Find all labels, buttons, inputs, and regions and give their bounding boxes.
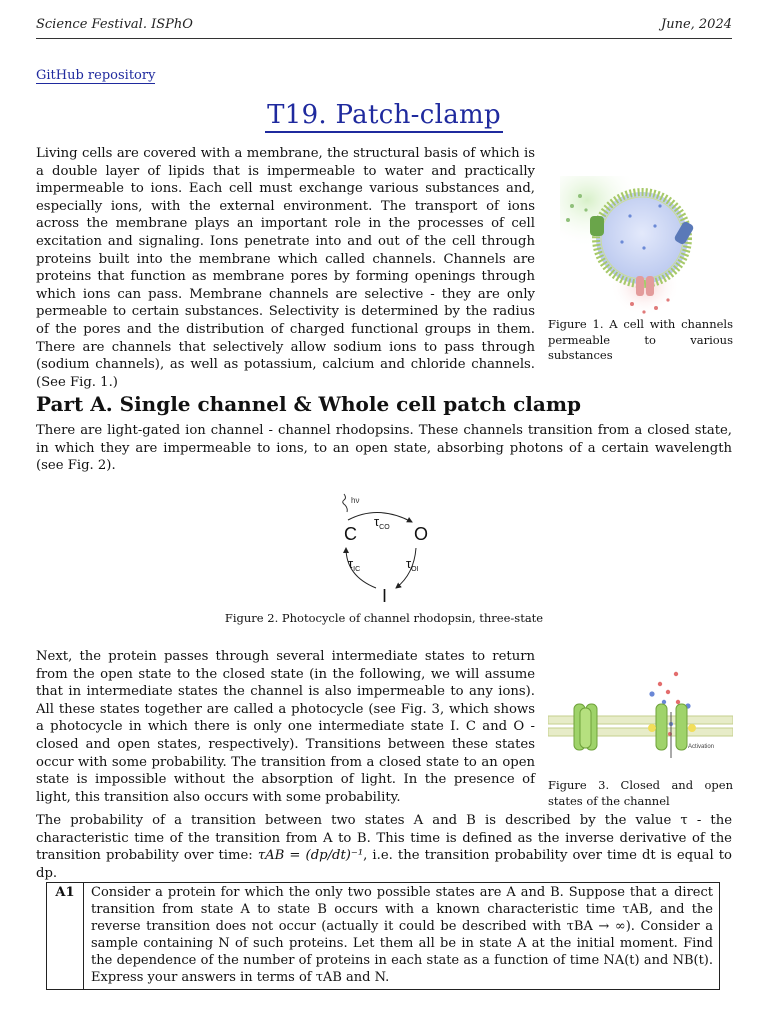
task-text: Consider a protein for which the only two possible states are A and B. Suppose that a direct transition from state A to state B occurs with a known characteristic time τAB, and the reverse transition does not occur (actually it could be described with τBA → ∞). Consider a sample containing N of such proteins. Let them all be in state A at the initial moment. Find the dependence of the number of proteins in each state as a function of time NA(t) and NB(t). Express your answers in terms of τAB and N.	[84, 883, 720, 990]
photocycle-diagram	[330, 490, 440, 602]
task-label: A1	[47, 883, 84, 990]
tau-co: $\tau_{CO}$	[374, 514, 390, 531]
header-left: Science Festival. ISPhO	[36, 17, 193, 32]
definition-paragraph	[36, 812, 732, 882]
partA-paragraph: There are light-gated ion channel - channel rhodopsins. These channels transition from a closed state, in which they are impermeable to ions, to an open state, absorbing photons of a certain wavelength (see Fig. 2).	[36, 423, 732, 474]
title-wrap	[0, 100, 768, 133]
fig1-caption: Figure 1. A cell with channels permeable to various substances	[548, 317, 733, 362]
cell-illustration	[560, 176, 720, 316]
photon-squiggle	[343, 494, 348, 512]
state-c: C	[344, 524, 357, 544]
tau-ic: $\tau_{IC}$	[348, 556, 361, 573]
hv-label: hν	[351, 496, 360, 505]
fig2-caption: Figure 2. Photocycle of channel rhodopsin, three-state	[224, 611, 544, 625]
state-o: O	[414, 524, 429, 544]
github-link[interactable]: GitHub repository	[36, 68, 156, 83]
partA-heading: Part A. Single channel & Whole cell patch clamp	[36, 392, 581, 416]
task-a1-table	[46, 882, 720, 990]
photocycle-paragraph: Next, the protein passes through several intermediate states to return from the open state to the closed state (in the following, we will assume that in intermediate states the channel is also impermeable to any ions). All these states together are called a photocycle (see Fig. 3, which shows a photocycle in which there is only one intermediate state I. C and O - closed and open states, respectively). Transitions between these states occur with some probability. The transition from a closed state to an open state is impossible without the absorption of light. In the presence of light, this transition also occurs with some probability.	[36, 649, 535, 805]
definition-text-a: The probability of a transition between two states A and B is described by the value τ - the characteristic time of the transition from A to B. This time is defined as the inverse derivative of the transition probability over time:	[36, 813, 732, 864]
intro-paragraph: Living cells are covered with a membrane, the structural basis of which is a double layer of lipids that is impermeable to water and practically impermeable to ions. Each cell must exchange various substances and, especially ions, with the external environment. The transport of ions across the membrane plays an important role in the processes of cell excitation and signaling. Ions penetrate into and out of the cell through proteins built into the membrane which called channels. Channels are proteins that function as membrane pores by forming openings through which ions can pass. Membrane channels are selective - they are only permeable to certain substances. Selectivity is determined by the radius of the pores and the distribution of charged functional groups in them. There are channels that selectively allow sodium ions to pass through (sodium channels), as well as potassium, calcium and chloride channels. (See Fig. 1.)	[36, 146, 535, 390]
closed-channel-shape	[574, 704, 597, 750]
fig3-caption: Figure 3. Closed and open states of the channel	[548, 778, 733, 808]
definition-text-b: , i.e. the transition probability over time dt is equal to dp.	[36, 848, 732, 881]
tau-formula: τAB = (dp/dt)⁻¹	[257, 848, 364, 864]
header-right: June, 2024	[661, 17, 732, 32]
activation-label: Activation	[688, 744, 715, 750]
tau-oi: $\tau_{OI}$	[406, 556, 419, 573]
arrow-c-to-o	[348, 512, 412, 522]
state-i: I	[382, 586, 388, 602]
channel-states-illustration	[548, 668, 733, 778]
page-title: T19. Patch-clamp	[265, 100, 503, 133]
header-rule	[36, 38, 732, 39]
